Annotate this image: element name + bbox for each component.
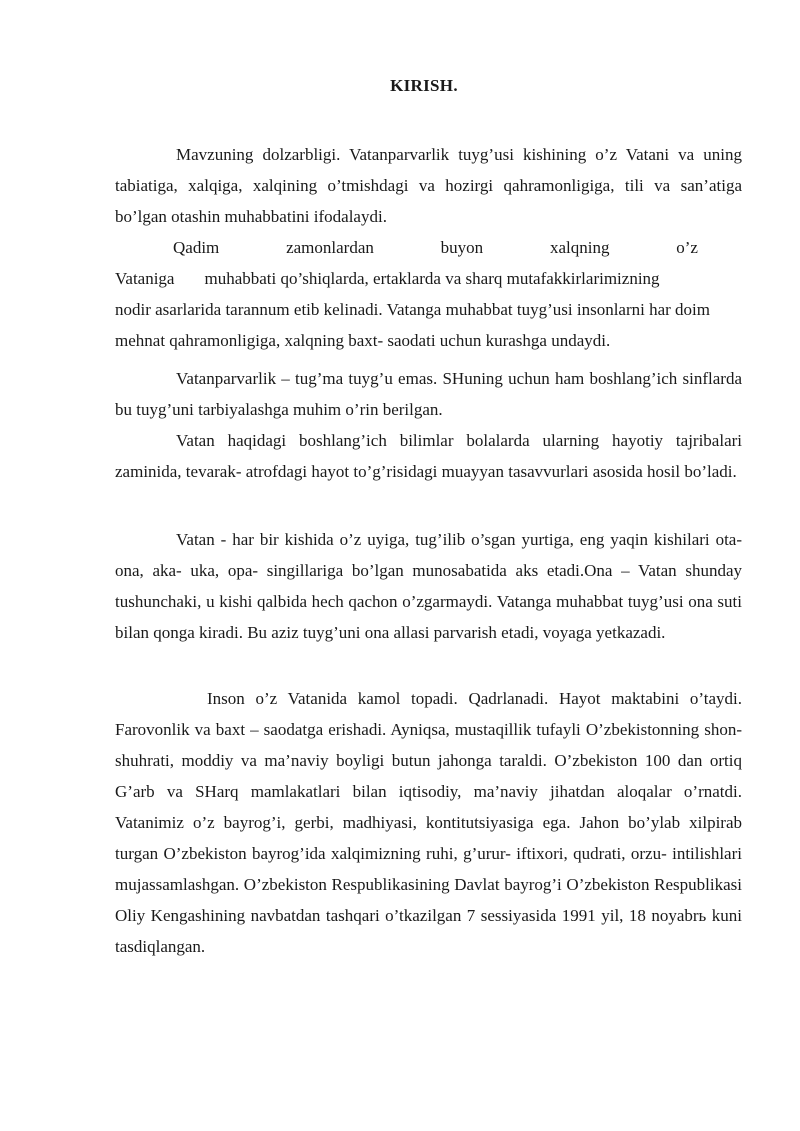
paragraph-5: Vatan - har bir kishida o’z uyiga, tug’ilib o’sgan yurtiga, eng yaqin kishilari ota- ona, aka- uka, opa- singillariga bo’lgan munosabatida aks etadi.Ona – Vatan shunday tushunchaki, u kishi qalbida hech qachon o’zgarmaydi. Vatanga muhabbat tuyg’usi ona suti bilan qonga kiradi. Bu aziz tuyg’uni ona allasi parvarish etadi, voyaga yetkazadi. [115,530,742,642]
word: Vataniga [115,269,175,288]
word: Qadim [173,238,220,257]
paragraph-2-second-line [115,263,755,294]
word: xalqning [549,238,610,257]
paragraph-2-rest: nodir asarlarida tarannum etib kelinadi. Vatanga muhabbat tuyg’usi insonlarni har doim mehnat qahramonligiga, xalqning baxt- saodati uchun kurashga undaydi. [115,300,710,350]
page-title: KIRISH. [390,76,458,95]
text-run: muhabbati qo’shiqlarda, ertaklarda va sharq mutafakkirlarimizning [204,269,660,288]
word: buyon [440,238,484,257]
paragraph-1: Mavzuning dolzarbligi. Vatanparvarlik tuyg’usi kishining o’z Vatani va uning tabiatiga, xalqiga, xalqining o’tmishdagi va hozirgi qahramonligiga, tili va san’atiga bo’lgan otashin muhabbatini ifodalaydi. [115,145,742,226]
word: o’z [676,238,698,257]
paragraph-2-first-line [173,232,698,263]
paragraph-3: Vatanparvarlik – tug’ma tuyg’u emas. SHuning uchun ham boshlang’ich sinflarda bu tuyg’uni tarbiyalashga muhim o’rin berilgan. [115,369,742,419]
word: zamonlardan [286,238,374,257]
paragraph-2 [115,232,755,356]
paragraph-4: Vatan haqidagi boshlang’ich bilimlar bolalarda ularning hayotiy tajribalari zaminida, tevarak- atrofdagi hayot to’g’risidagi muayyan tasavvurlari asosida hosil bo’ladi. [115,431,742,481]
paragraph-6: Inson o’z Vatanida kamol topadi. Qadrlanadi. Hayot maktabini o’taydi. Farovonlik va baxt – saodatga erishadi. Ayniqsa, mustaqillik tufayli O’zbekistonning shon- shuhrati, moddiy va ma’naviy boyligi butun jahonga taraldi. O’zbekiston 100 dan ortiq G’arb va SHarq mamlakatlari bilan iqtisodiy, ma’naviy jihatdan aloqalar o’rnatdi. Vatanimiz o’z bayrog’i, gerbi, madhiyasi, kontitutsiyasiga ega. Jahon bo’ylab xilpirab turgan O’zbekiston bayrog’ida xalqimizning ruhi, g’urur- iftixori, qudrati, orzu- intilishlari mujassamlashgan. O’zbekiston Respublikasining Davlat bayrog’i O’zbekiston Respublikasi Oliy Kengashining navbatdan tashqari o’tkazilgan 7 sessiyasida 1991 yil, 18 noyabrь kuni tasdiqlangan. [115,689,742,956]
